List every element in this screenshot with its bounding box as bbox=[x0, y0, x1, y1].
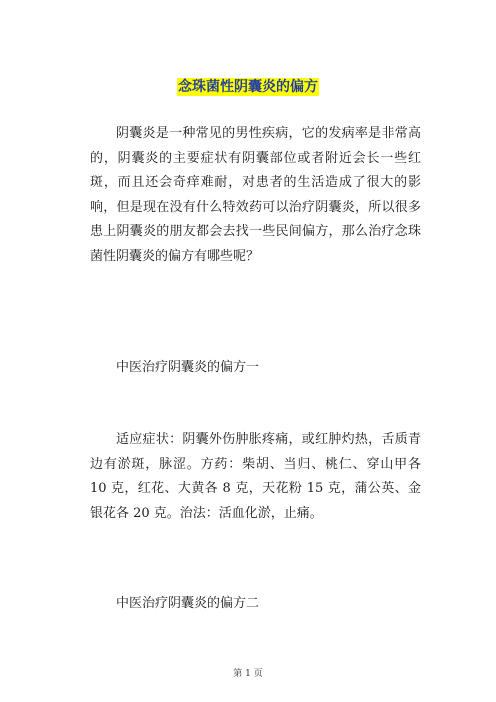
page-number: 第 1 页 bbox=[233, 669, 263, 679]
section-heading-1: 中医治疗阴囊炎的偏方一 bbox=[116, 360, 260, 375]
title-container bbox=[0, 76, 496, 96]
document-title: 念珠菌性阴囊炎的偏方 bbox=[178, 79, 318, 95]
section-heading-2: 中医治疗阴囊炎的偏方二 bbox=[116, 596, 260, 611]
section-body-1: 适应症状：阴囊外伤肿胀疼痛，或红肿灼热，舌质青边有淤斑，脉涩。方药：柴胡、当归、桃仁、穿山甲各 10 克，红花、大黄各 8 克，天花粉 15 克，蒲公英、金银花各 20 克。治法：活血化淤，止痛。 bbox=[90, 432, 421, 521]
intro-paragraph: 阴囊炎是一种常见的男性疾病，它的发病率是非常高的，阴囊炎的主要症状有阴囊部位或者附近会长一些红斑，而且还会奇痒难耐，对患者的生活造成了很大的影响，但是现在没有什么特效药可以治疗阴囊炎，所以很多患上阴囊炎的朋友都会去找一些民间偏方，那么治疗念珠菌性阴囊炎的偏方有哪些呢？ bbox=[90, 126, 421, 264]
